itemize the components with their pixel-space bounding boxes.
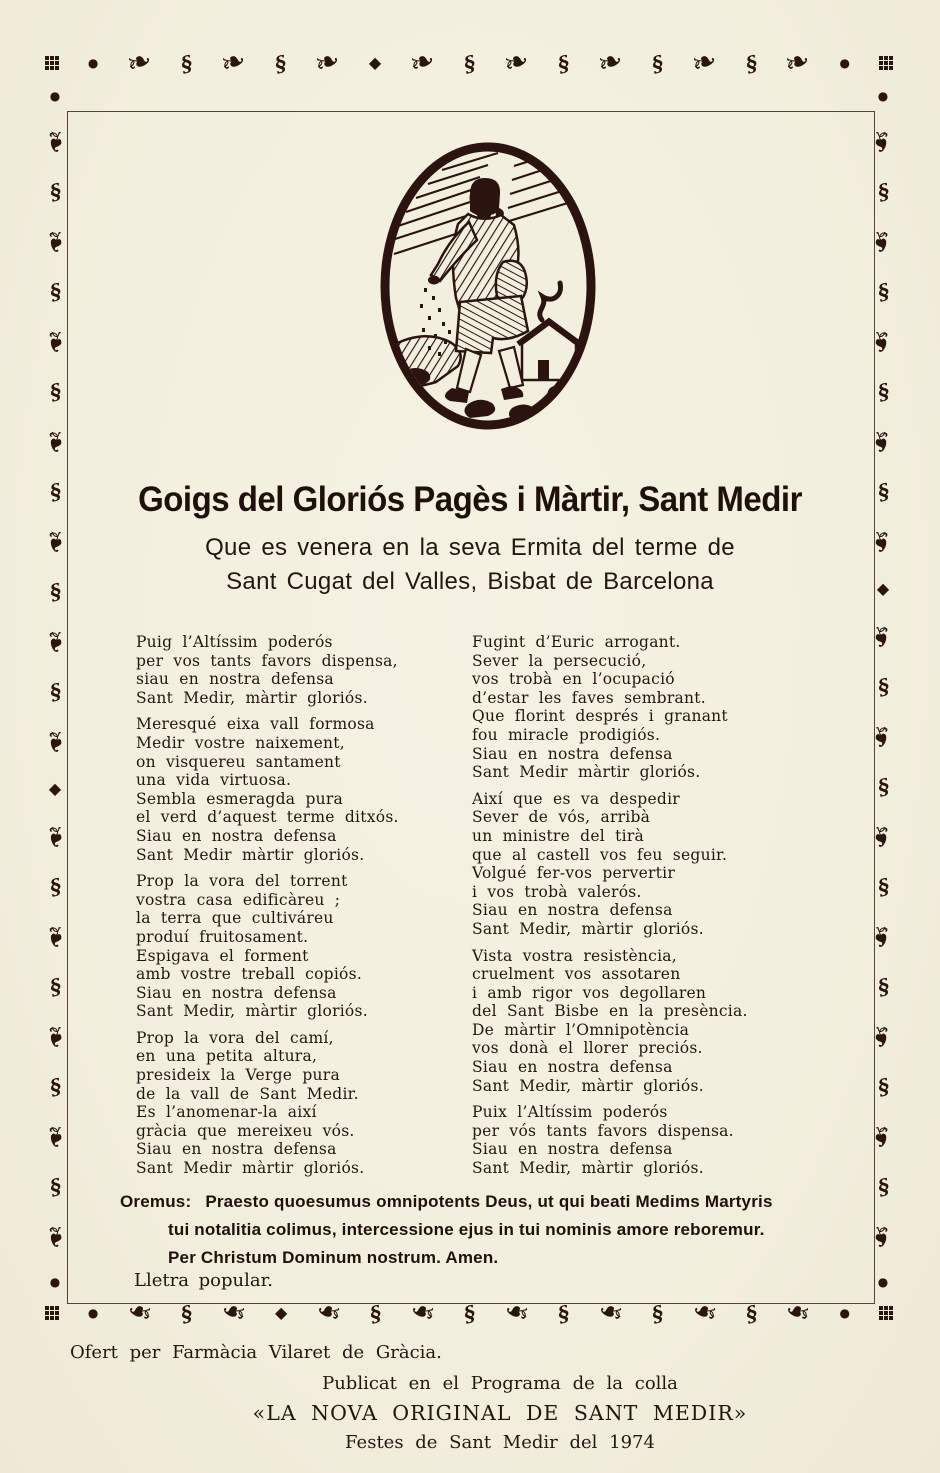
oremus-label: Oremus: [120,1192,192,1211]
verse-line: Es l’anomenar-la així [136,1103,317,1122]
verse-line: Meresqué eixa vall formosa [136,715,375,734]
verse-line: Volgué fer-vos pervertir [472,864,676,883]
verse-line: Siau en nostra defensa [472,1140,673,1159]
leaf-ornament-icon: ❧ [36,425,75,457]
footer-offered-by: Ofert per Farmàcia Vilaret de Gràcia. [70,1342,442,1363]
leaf-ornament-icon: ❧ [36,325,75,357]
oremus-text-1: Praesto quoesumus omnipotents Deus, ut qui beati Medims Martyris [205,1192,773,1211]
leaf-ornament-icon: ❧ [122,1291,158,1334]
leaf-ornament-icon: ❧ [122,41,157,84]
verse-line: Així que es va despedir [472,789,680,808]
verse-line: cruelment vos assotaren [472,965,681,984]
verse-line: amb vostre treball copiós. [136,965,362,984]
leaf-ornament-icon: ❧ [499,1291,534,1334]
verse-line: un ministre del tirà [472,826,644,845]
verse-line: Siau en nostra defensa [136,983,337,1002]
verse-line: la terra que cultiváreu [136,909,334,928]
leaf-ornament-icon: ❧ [405,1291,441,1334]
verse-line: vostra casa edificàreu ; [136,890,341,909]
verse-line: Sever de vós, arribà [472,808,651,827]
verse-line: Puix l’Altíssim poderós [472,1103,668,1122]
leaf-ornament-icon: ❧ [863,325,902,357]
scroll-ornament-icon: § [874,1073,892,1100]
scroll-ornament-icon: § [46,1073,64,1100]
scroll-ornament-icon: § [46,973,64,1000]
scroll-ornament-icon: § [461,1299,478,1327]
dot-ornament-icon: ● [877,1275,889,1289]
leaf-ornament-icon: ❧ [36,225,75,257]
scroll-ornament-icon: § [46,278,64,305]
verse-line: una vida virtuosa. [136,771,292,790]
scroll-ornament-icon: § [874,773,892,800]
scroll-ornament-icon: § [46,178,64,205]
scroll-ornament-icon: § [555,49,572,77]
footer-publication: Publicat en el Programa de la colla [322,1373,678,1394]
leaf-ornament-icon: ❧ [863,920,902,952]
footer-festes-year: Festes de Sant Medir del 1974 [345,1432,655,1453]
oremus-text-3: Per Christum Dominum nostrum. Amen. [168,1248,499,1267]
scroll-ornament-icon: § [178,1299,196,1327]
scroll-ornament-icon: § [367,1299,385,1327]
verse-stanza [472,947,852,1096]
verse-line: gràcia que mereixeu vós. [136,1121,355,1140]
verse-line: Sant Medir, màrtir gloriós. [472,1159,704,1178]
sower-illustration [372,136,604,436]
leaf-ornament-icon: ❧ [36,525,75,557]
diamond-ornament-icon: ◆ [275,1303,288,1322]
verse-line: De màrtir l’Omnipotència [472,1020,690,1039]
scroll-ornament-icon: § [46,578,64,605]
verse-line: i vos trobà valerós. [472,882,642,901]
scroll-ornament-icon: § [742,49,760,77]
leaf-ornament-icon: ❧ [863,1120,902,1152]
scroll-ornament-icon: § [874,178,892,205]
verse-line: per vós tants favors dispensa. [472,1121,734,1140]
corner-grid-ornament-icon [879,1306,893,1320]
verse-stanza [136,715,466,864]
verse-line: i amb rigor vos degollaren [472,983,707,1002]
verse-stanza [136,633,466,707]
diamond-ornament-icon: ◆ [876,579,890,598]
verse-line: d’estar les faves sembrant. [472,688,706,707]
verse-line: Siau en nostra defensa [136,1140,337,1159]
leaf-ornament-icon: ❧ [36,1120,75,1152]
verse-line: Prop la vora del torrent [136,872,348,891]
dot-ornament-icon: ● [49,89,61,103]
verse-line: que al castell vos feu seguir. [472,845,728,864]
verse-line: siau en nostra defensa [136,670,334,689]
lletra-popular: Lletra popular. [134,1270,273,1291]
leaf-ornament-icon: ❧ [863,720,902,752]
scroll-ornament-icon: § [874,973,892,1000]
dot-ornament-icon: ● [87,56,99,70]
scroll-ornament-icon: § [46,378,64,405]
verse-line: Sant Medir, màrtir gloriós. [136,1002,368,1021]
leaf-ornament-icon: ❧ [309,41,345,84]
subtitle-line-2: Sant Cugat del Valles, Bisbat de Barcelona [226,568,714,595]
verse-stanza [472,790,852,939]
leaf-ornament-icon: ❧ [863,425,902,457]
diamond-ornament-icon: ◆ [48,779,62,798]
scroll-ornament-icon: § [874,478,892,505]
leaf-ornament-icon: ❧ [36,1020,75,1052]
scroll-ornament-icon: § [648,1299,666,1327]
leaf-ornament-icon: ❧ [593,1291,628,1334]
dot-ornament-icon: ● [839,1306,850,1320]
verse-line: presideix la Verge pura [136,1066,340,1085]
leaf-ornament-icon: ❧ [36,725,75,757]
verse-line: en una petita altura, [136,1047,318,1066]
leaf-ornament-icon: ❧ [405,41,440,84]
leaf-ornament-icon: ❧ [863,525,902,557]
hand [428,276,440,285]
oremus-text-2: tui notalitia colimus, intercessione ejus in tui nominis amore reboremur. [168,1220,765,1239]
leaf-ornament-icon: ❧ [863,1220,902,1252]
verse-stanza [136,872,466,1021]
verse-stanza [472,1103,852,1177]
scroll-ornament-icon: § [272,49,289,77]
verse-line: el verd d’aquest terme ditxós. [136,808,399,827]
verse-line: Espigava el forment [136,946,309,965]
oremus-line-1 [120,1188,836,1216]
verse-line: de la vall de Sant Medir. [136,1084,359,1103]
leaf-ornament-icon: ❧ [863,225,902,257]
verse-line: Sant Medir, màrtir gloriós. [472,919,704,938]
page-title: Goigs del Gloriós Pagès i Màrtir, Sant Medir [138,478,802,519]
corner-grid-ornament-icon [879,56,893,70]
scroll-ornament-icon: § [461,49,478,77]
leaf-ornament-icon: ❧ [216,41,251,84]
dot-ornament-icon: ● [87,1306,99,1320]
verse-line: Vista vostra resistència, [472,946,677,965]
leaf-ornament-icon: ❧ [592,41,628,84]
scroll-ornament-icon: § [46,478,64,505]
leaf-ornament-icon: ❧ [311,1291,347,1334]
verse-line: Sant Medir màrtir gloriós. [136,1159,365,1178]
scroll-ornament-icon: § [46,678,64,705]
scroll-ornament-icon: § [874,673,892,700]
corner-grid-ornament-icon [45,1306,59,1320]
leaf-ornament-icon: ❧ [686,41,722,84]
oremus-prayer [120,1188,836,1272]
diamond-ornament-icon: ◆ [368,53,382,72]
scroll-ornament-icon: § [46,1173,64,1200]
ornamental-border-top [45,41,893,84]
dot-ornament-icon: ● [877,89,889,103]
verse-stanza [472,633,852,782]
dot-ornament-icon: ● [49,1275,61,1289]
verse-line: Que florint després i granant [472,707,728,726]
verse-line: on visquereu santament [136,752,341,771]
verse-line: Siau en nostra defensa [136,826,337,845]
scroll-ornament-icon: § [874,1173,892,1200]
verse-line: Siau en nostra defensa [472,744,673,763]
scroll-ornament-icon: § [555,1299,572,1327]
leaf-ornament-icon: ❧ [863,820,902,852]
scroll-ornament-icon: § [874,378,892,405]
verse-stanza [136,1029,466,1178]
scroll-ornament-icon: § [874,873,892,900]
verse-line: Sant Medir, màrtir gloriós. [472,1076,704,1095]
verse-line: Siau en nostra defensa [472,901,673,920]
verse-line: Puig l’Altíssim poderós [136,633,333,651]
scroll-ornament-icon: § [648,49,666,77]
verses-left-column [136,633,466,1186]
verse-line: Sant Medir màrtir gloriós. [136,845,365,864]
verse-line: Medir vostre naixement, [136,733,345,752]
verses-right-column [472,633,852,1186]
verse-line: fou miracle prodigiós. [472,725,661,744]
verse-line: per vos tants favors dispensa, [136,651,398,670]
leaf-ornament-icon: ❧ [780,1291,816,1334]
dot-ornament-icon: ● [839,56,850,70]
verse-line: Sembla esmeragda pura [136,789,344,808]
verse-line: Siau en nostra defensa [472,1058,673,1077]
leaf-ornament-icon: ❧ [216,1291,252,1334]
verse-line: Sant Medir, màrtir gloriós. [136,688,368,707]
subtitle-line-1: Que es venera en la seva Ermita del terme de [205,534,735,561]
verse-line: vos trobà en l’ocupació [472,670,675,689]
leaf-ornament-icon: ❧ [863,620,902,652]
footer-block [110,1373,890,1453]
leaf-ornament-icon: ❧ [686,1291,722,1334]
corner-grid-ornament-icon [45,56,59,70]
leaf-ornament-icon: ❧ [863,1020,902,1052]
leaf-ornament-icon: ❧ [36,820,75,852]
verse-line: Prop la vora del camí, [136,1028,334,1047]
footer-colla-name: «LA NOVA ORIGINAL DE SANT MEDIR» [252,1401,748,1425]
verse-line: produí fruitosament. [136,927,309,946]
leaf-ornament-icon: ❧ [498,41,534,84]
verse-line: del Sant Bisbe en la presència. [472,1002,748,1021]
scroll-ornament-icon: § [874,278,892,305]
scroll-ornament-icon: § [178,49,196,77]
verse-line: Sant Medir màrtir gloriós. [472,763,701,782]
verse-line: Fugint d’Euric arrogant. [472,633,681,651]
leaf-ornament-icon: ❧ [36,1220,75,1252]
leaf-ornament-icon: ❧ [36,625,75,657]
scroll-ornament-icon: § [742,1299,760,1327]
scroll-ornament-icon: § [46,873,64,900]
verse-line: Sever la persecució, [472,651,647,670]
verse-line: vos donà el llorer preciós. [472,1039,703,1058]
leaf-ornament-icon: ❧ [36,125,75,157]
leaf-ornament-icon: ❧ [780,41,816,84]
leaf-ornament-icon: ❧ [36,920,75,952]
leaf-ornament-icon: ❧ [863,125,902,157]
